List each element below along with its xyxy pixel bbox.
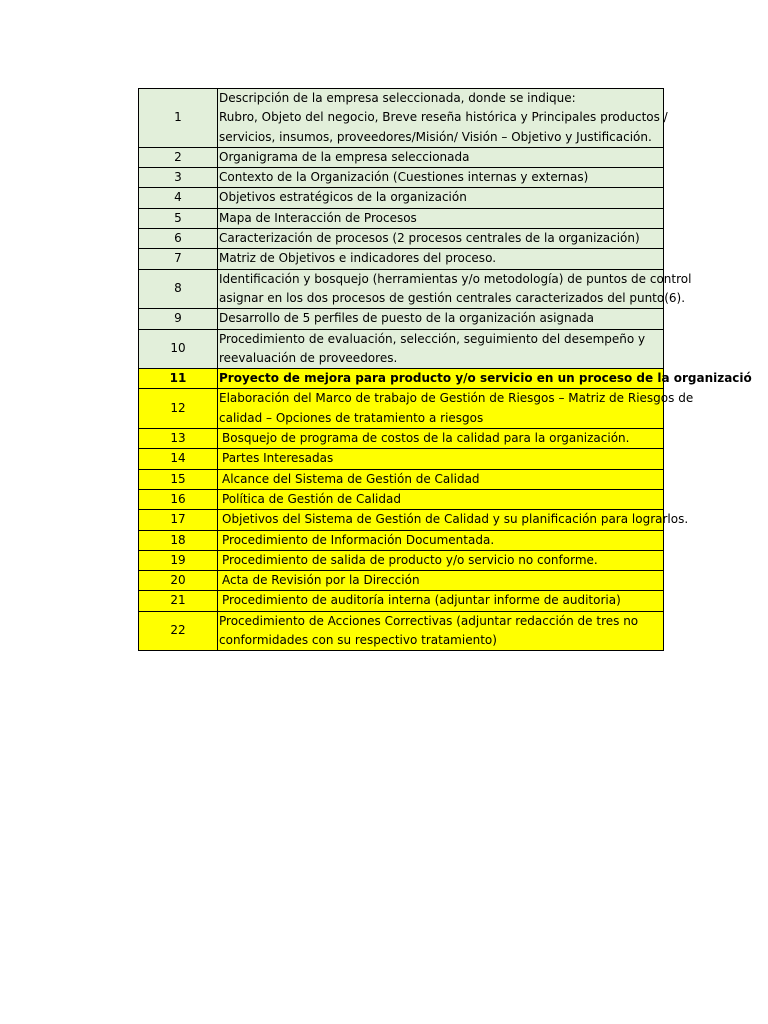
row-description — [218, 530, 664, 550]
row-description — [218, 168, 664, 188]
table-row — [139, 147, 664, 167]
row-description — [218, 269, 692, 309]
table-row — [139, 469, 664, 489]
description-line: Procedimiento de Acciones Correctivas (adjuntar redacción de tres no — [219, 613, 639, 628]
description-line: Matriz de Objetivos e indicadores del proceso. — [219, 251, 497, 266]
description-line: Objetivos estratégicos de la organización — [219, 190, 467, 205]
row-number: 22 — [139, 611, 218, 651]
row-description — [218, 229, 664, 249]
description-line: Identificación y bosquejo (herramientas y/o metodología) de puntos de control — [219, 271, 692, 286]
table-row — [139, 269, 664, 309]
description-line: reevaluación de proveedores. — [219, 350, 398, 365]
table-row — [139, 489, 664, 509]
row-description — [218, 309, 664, 329]
row-number: 8 — [139, 269, 218, 309]
table-row — [139, 530, 664, 550]
description-line: Caracterización de procesos (2 procesos centrales de la organización) — [219, 231, 640, 246]
row-number: 6 — [139, 229, 218, 249]
description-line: Desarrollo de 5 perfiles de puesto de la organización asignada — [219, 311, 594, 326]
description-line: asignar en los dos procesos de gestión centrales caracterizados del punto(6). — [219, 290, 686, 305]
row-number: 21 — [139, 591, 218, 611]
description-line: Política de Gestión de Calidad — [222, 491, 401, 506]
row-number: 1 — [139, 89, 218, 148]
description-line: servicios, insumos, proveedores/Misión/ Visión – Objetivo y Justificación. — [219, 129, 652, 144]
table-row — [139, 369, 664, 389]
description-line: Organigrama de la empresa seleccionada — [219, 149, 470, 164]
table-row — [139, 229, 664, 249]
description-line: Contexto de la Organización (Cuestiones internas y externas) — [219, 170, 589, 185]
table-row — [139, 249, 664, 269]
row-number: 2 — [139, 147, 218, 167]
description-line: Rubro, Objeto del negocio, Breve reseña histórica y Principales productos / — [219, 110, 668, 125]
row-description — [218, 489, 664, 509]
description-line: Procedimiento de evaluación, selección, seguimiento del desempeño y — [219, 331, 646, 346]
row-number: 10 — [139, 329, 218, 369]
description-line: Bosquejo de programa de costos de la calidad para la organización. — [222, 431, 630, 446]
description-line: Mapa de Interacción de Procesos — [219, 210, 417, 225]
table-row — [139, 208, 664, 228]
description-line: Descripción de la empresa seleccionada, donde se indique: — [219, 91, 576, 105]
description-line: Procedimiento de Información Documentada. — [222, 532, 495, 547]
row-number: 11 — [139, 369, 218, 389]
table-row — [139, 389, 664, 429]
description-line: Partes Interesadas — [222, 451, 334, 466]
row-number: 15 — [139, 469, 218, 489]
table-row — [139, 571, 664, 591]
row-description — [218, 369, 752, 389]
row-number: 3 — [139, 168, 218, 188]
row-number: 14 — [139, 449, 218, 469]
table-row — [139, 329, 664, 369]
row-description — [218, 389, 694, 429]
row-description — [218, 89, 668, 148]
description-line: Alcance del Sistema de Gestión de Calidad — [222, 471, 480, 486]
row-number: 13 — [139, 429, 218, 449]
table-row — [139, 591, 664, 611]
row-number: 18 — [139, 530, 218, 550]
row-number: 19 — [139, 550, 218, 570]
row-description — [218, 188, 664, 208]
description-line: Elaboración del Marco de trabajo de Gestión de Riesgos – Matriz de Riesgos de — [219, 391, 694, 406]
description-line: Proyecto de mejora para producto y/o servicio en un proceso de la organizació — [219, 371, 752, 386]
row-description — [218, 611, 664, 651]
table-row — [139, 429, 664, 449]
row-description — [218, 329, 664, 369]
table-row — [139, 611, 664, 651]
row-number: 16 — [139, 489, 218, 509]
row-description — [218, 550, 664, 570]
row-number: 4 — [139, 188, 218, 208]
row-number: 9 — [139, 309, 218, 329]
table-row — [139, 309, 664, 329]
description-line: calidad – Opciones de tratamiento a riesgos — [219, 410, 484, 425]
row-description — [218, 208, 664, 228]
table-row — [139, 89, 664, 148]
row-description — [218, 147, 664, 167]
row-description — [218, 591, 664, 611]
row-description — [218, 571, 664, 591]
description-line: Acta de Revisión por la Dirección — [222, 573, 420, 588]
row-number: 5 — [139, 208, 218, 228]
description-line: conformidades con su respectivo tratamiento) — [219, 633, 497, 648]
table-row — [139, 188, 664, 208]
table-row — [139, 449, 664, 469]
row-number: 7 — [139, 249, 218, 269]
row-description — [218, 249, 664, 269]
description-line: Objetivos del Sistema de Gestión de Calidad y su planificación para lograrlos. — [222, 512, 689, 527]
table-row — [139, 550, 664, 570]
row-number: 17 — [139, 510, 218, 530]
description-line: Procedimiento de auditoría interna (adjuntar informe de auditoria) — [222, 593, 621, 608]
row-description — [218, 429, 664, 449]
row-description — [218, 469, 664, 489]
description-line: Procedimiento de salida de producto y/o servicio no conforme. — [222, 552, 598, 567]
deliverables-table — [138, 88, 752, 651]
row-description — [218, 449, 664, 469]
row-number: 12 — [139, 389, 218, 429]
table-row — [139, 168, 664, 188]
row-description — [218, 510, 689, 530]
table-row — [139, 510, 664, 530]
row-number: 20 — [139, 571, 218, 591]
